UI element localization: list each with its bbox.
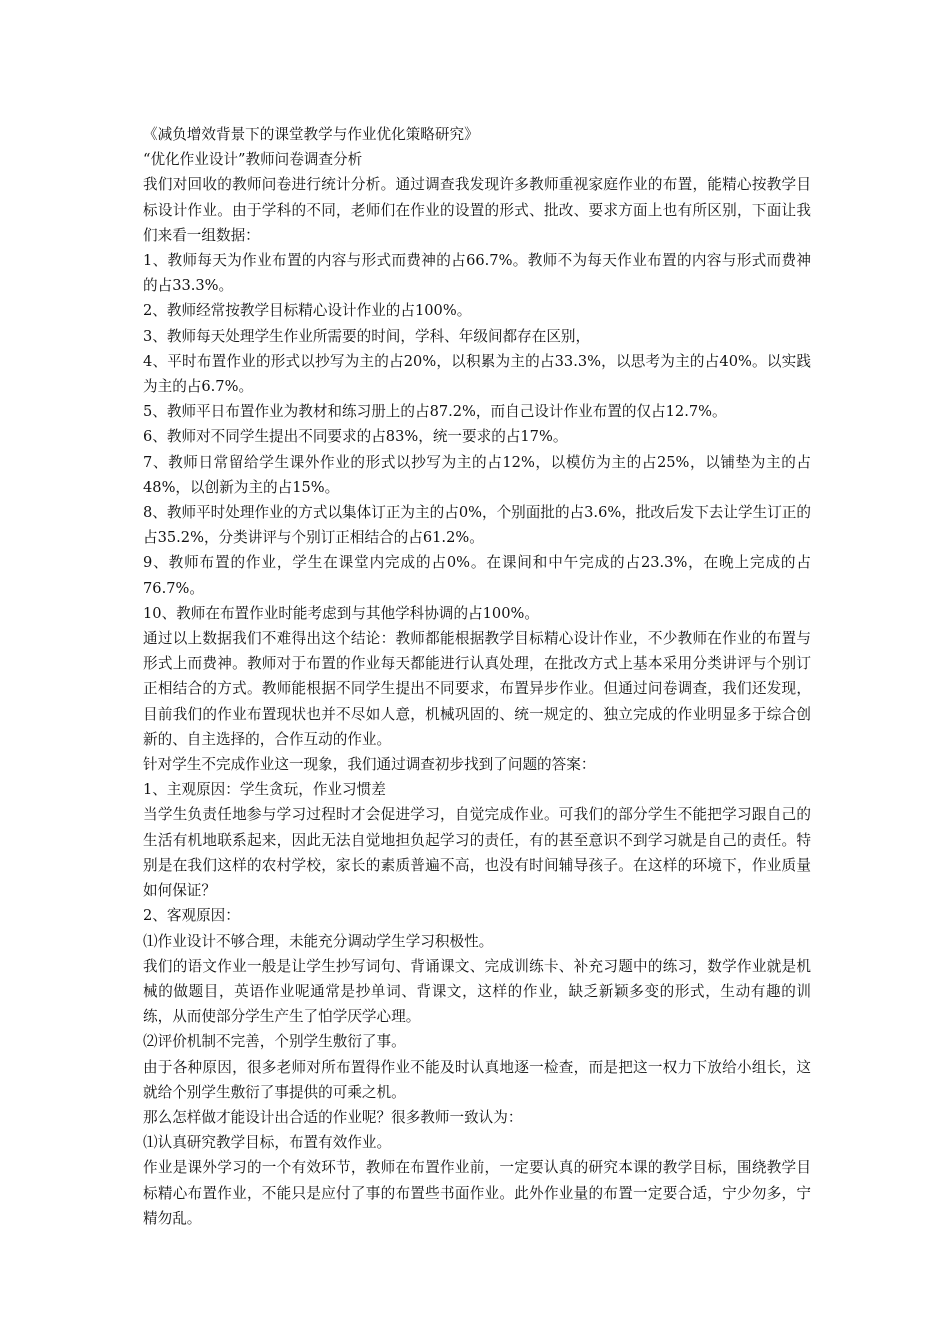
survey-item-6: 6、教师对不同学生提出不同要求的占83%，统一要求的占17%。 (143, 428, 568, 446)
subsection-heading: ⑴作业设计不够合理，未能充分调动学生学习积极性。 (143, 932, 494, 950)
survey-item-5: 5、教师平日布置作业为教材和练习册上的占87.2%，而自己设计作业布置的仅占12.7%。 (143, 403, 727, 421)
document-body (143, 122, 811, 1231)
conclusion-paragraph: 通过以上数据我们不难得出这个结论：教师都能根据教学目标精心设计作业，不少教师在作业的布置与形式上而费神。教师对于布置的作业每天都能进行认真处理，在批改方式上基本采用分类讲评与个别订正相结合的方式。教师能根据不同学生提出不同要求，布置异步作业。但通过问卷调查，我们还发现，目前我们的作业布置现状也并不尽如人意，机械巩固的、统一规定的、独立完成的作业明显多于综合创新的、自主选择的，合作互动的作业。 (143, 630, 811, 748)
section-heading: 2、客观原因： (143, 907, 240, 925)
survey-item-2: 2、教师经常按教学目标精心设计作业的占100%。 (143, 302, 472, 320)
document-subtitle: “优化作业设计”教师问卷调查分析 (143, 151, 363, 169)
subsection-heading: ⑴认真研究教学目标，布置有效作业。 (143, 1134, 392, 1152)
survey-item-1: 1、教师每天为作业布置的内容与形式而费神的占66.7%。教师不为每天作业布置的内容与形式而费神的占33.3%。 (143, 252, 811, 295)
survey-item-3: 3、教师每天处理学生作业所需要的时间，学科、年级间都存在区别， (143, 327, 591, 345)
paragraph: 当学生负责任地参与学习过程时才会促进学习，自觉完成作业。可我们的部分学生不能把学习跟自己的生活有机地联系起来，因此无法自觉地担负起学习的责任，有的甚至意识不到学习就是自己的责任。特别是在我们这样的农村学校，家长的素质普遍不高，也没有时间辅导孩子。在这样的环境下，作业质量如何保证？ (143, 806, 811, 900)
section-heading: 1、主观原因：学生贪玩，作业习惯差 (143, 781, 386, 799)
survey-item-10: 10、教师在布置作业时能考虑到与其他学科协调的占100%。 (143, 604, 539, 622)
survey-item-8: 8、教师平时处理作业的方式以集体订正为主的占0%，个别面批的占3.6%，批改后发下去让学生订正的占35.2%，分类讲评与个别订正相结合的占61.2%。 (143, 504, 811, 547)
paragraph: 作业是课外学习的一个有效环节，教师在布置作业前，一定要认真的研究本课的教学目标，围绕教学目标精心布置作业，不能只是应付了事的布置些书面作业。此外作业量的布置一定要合适，宁少勿多，宁精勿乱。 (143, 1159, 811, 1227)
paragraph: 我们对回收的教师问卷进行统计分析。通过调查我发现许多教师重视家庭作业的布置，能精心按教学目标设计作业。由于学科的不同，老师们在作业的设置的形式、批改、要求方面上也有所区别，下面让我们来看一组数据： (143, 176, 811, 244)
survey-item-4: 4、平时布置作业的形式以抄写为主的占20%，以积累为主的占33.3%，以思考为主的占40%。以实践为主的占6.7%。 (143, 352, 811, 396)
paragraph: 针对学生不完成作业这一现象，我们通过调查初步找到了问题的答案： (143, 756, 596, 774)
paragraph: 那么怎样做才能设计出合适的作业呢？很多教师一致认为： (143, 1108, 523, 1126)
paragraph: 我们的语文作业一般是让学生抄写词句、背诵课文、完成训练卡、补充习题中的练习，数学作业就是机械的做题目，英语作业呢通常是抄单词、背课文，这样的作业，缺乏新颖多变的形式，生动有趣的训练，从而使部分学生产生了怕学厌学心理。 (143, 957, 811, 1026)
survey-item-7: 7、教师日常留给学生课外作业的形式以抄写为主的占12%，以模仿为主的占25%，以铺垫为主的占48%，以创新为主的占15%。 (143, 453, 811, 496)
document-title: 《减负增效背景下的课堂教学与作业优化策略研究》 (143, 126, 479, 143)
subsection-heading: ⑵评价机制不完善，个别学生敷衍了事。 (143, 1033, 406, 1051)
survey-item-9: 9、教师布置的作业，学生在课堂内完成的占0%。在课间和中午完成的占23.3%，在晚上完成的占76.7%。 (143, 554, 811, 597)
paragraph: 由于各种原因，很多老师对所布置得作业不能及时认真地逐一检查，而是把这一权力下放给小组长，这就给个别学生敷衍了事提供的可乘之机。 (143, 1058, 811, 1101)
